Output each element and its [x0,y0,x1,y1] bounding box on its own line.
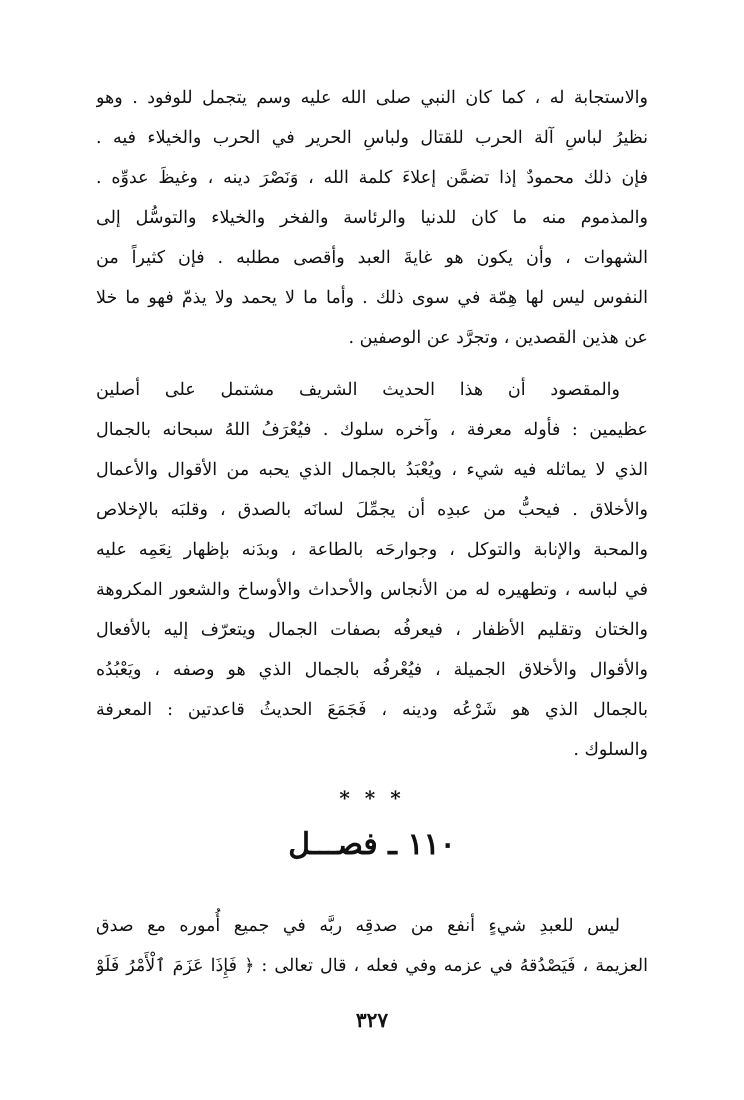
section-heading-text: ١١٠ ـ فصـــل [288,827,456,862]
text-line: الشهوات ، وأن يكون هو غايةَ العبد وأقصى مطلبه . فإن كثيراً من [96,248,648,268]
text-line: والاستجابة له ، كما كان النبي صلى الله عليه وسم يتجمل للوفود . وهو [96,88,648,108]
text-line: والأقوال والأخلاق الجميلة ، فيُعْرفُه بالجمال الذي هو وصفه ، ويَعْبُدُه [96,660,648,680]
page-number: ٣٢٧ [355,1008,389,1032]
text-line: والمقصود أن هذا الحديث الشريف مشتمل على أصلين [96,380,620,400]
text-line: العزيمة ، فَيَصْدُقهُ في عزمه وفي فعله ، قال تعالى : ﴿ فَإِذَا عَزَمَ ٱلْأَمْرُ فَلَوْ [96,956,648,976]
text-line: والختان وتقليم الأظفار ، فيعرفُه بصفات الجمال ويتعرّف إليه بالأفعال [96,620,648,640]
text-line: نظيرُ لباسِ آلة الحرب للقتال ولباسِ الحرير في الحرب والخيلاء فيه . [96,128,648,148]
text-line: والسلوك . [573,740,648,760]
text-line: النفوس ليس لها هِمّة في سوى ذلك . وأما ما لا يحمد ولا يذمّ فهو ما خلا [96,288,648,308]
section-separator: * * * [339,786,405,810]
text-line: والأخلاق . فيحبُّ من عبدِه أن يجمِّلَ لسانَه بالصدق ، وقلبَه بالإخلاص [96,500,648,520]
text-line: ليس للعبدِ شيءٍ أنفع من صدقِه ربَّه في جميع أُموره مع صدق [96,916,620,936]
text-line: في لباسه ، وتطهيره له من الأنجاس والأحداث والأوساخ والشعور المكروهة [96,580,648,600]
paragraph-truthfulness [96,906,648,986]
text-line: الذي لا يماثله فيه شيء ، ويُعْبَدُ بالجمال الذي يحبه من الأقوال والأعمال [96,460,648,480]
text-line: بالجمال الذي هو شَرْعُه ودينه ، فَجَمَعَ الحديثُ قاعدتين : المعرفة [96,700,648,720]
text-line: عظيمين : فأوله معرفة ، وآخره سلوك . فيُعْرَفُ اللهُ سبحانه بالجمال [96,420,648,440]
paragraph-hadith [96,370,648,770]
text-line: والمحبة والإنابة والتوكل ، وجوارحَه بالطاعة ، وبدَنه بإظهار نِعَمِه عليه [96,540,648,560]
text-line: فإن ذلك محمودٌ إذا تضمَّن إعلاءَ كلمة الله ، وَنَصْرَ دينه ، وغيظَ عدوِّه . [96,168,648,188]
section-heading [0,820,744,870]
paragraph-clothing [96,78,648,358]
text-line: والمذموم منه ما كان للدنيا والرئاسة والفخر والخيلاء والتوسُّل إلى [96,208,648,228]
text-line: عن هذين القصدين ، وتجرَّد عن الوصفين . [348,328,648,348]
